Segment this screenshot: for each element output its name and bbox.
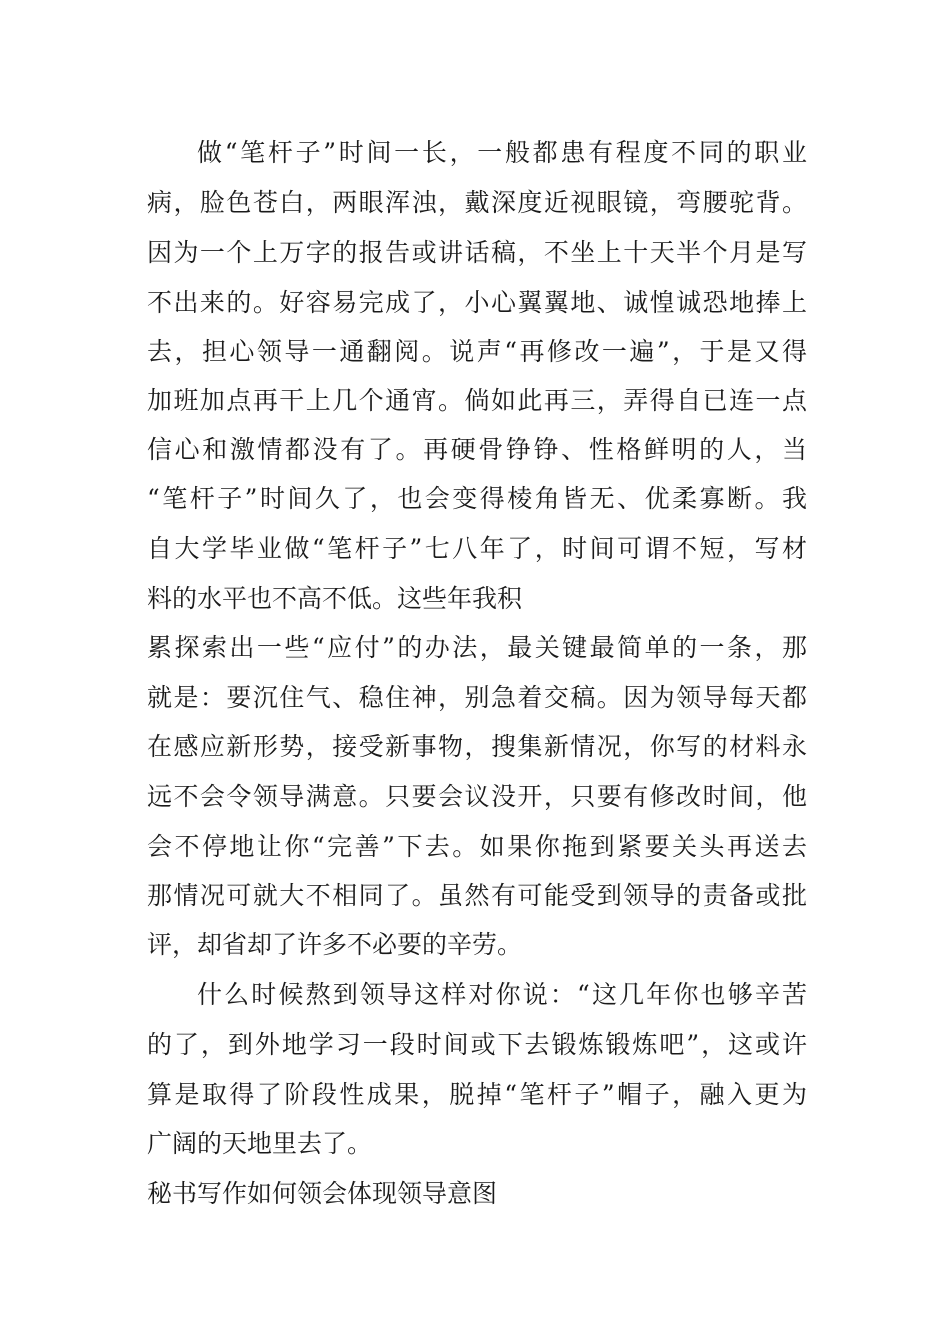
text-line: 累探索出一些“应付”的办法，最关键最简单的一条，那 <box>147 633 807 662</box>
text-line: “笔杆子”时间久了，也会变得棱角皆无、优柔寡断。我 <box>147 484 807 513</box>
text-line: 的了，到外地学习一段时间或下去锻炼锻炼吧”，这或许 <box>147 1030 807 1059</box>
text-line: 加班加点再干上几个通宵。倘如此再三，弄得自已连一点 <box>147 386 807 415</box>
text-line: 就是：要沉住气、稳住神，别急着交稿。因为领导每天都 <box>147 683 807 712</box>
text-line: 算是取得了阶段性成果，脱掉“笔杆子”帽子，融入更为 <box>147 1080 807 1109</box>
text-line: 什么时候熬到领导这样对你说：“这几年你也够辛苦 <box>197 980 807 1009</box>
text-line: 会不停地让你“完善”下去。如果你拖到紧要关头再送去 <box>147 832 807 861</box>
text-line: 远不会令领导满意。只要会议没开，只要有修改时间，他 <box>147 782 807 811</box>
text-line: 病，脸色苍白，两眼浑浊，戴深度近视眼镜，弯腰驼背。 <box>147 188 807 217</box>
text-line: 因为一个上万字的报告或讲话稿，不坐上十天半个月是写 <box>147 238 807 267</box>
text-line: 做“笔杆子”时间一长，一般都患有程度不同的职业 <box>197 138 807 167</box>
text-line: 广阔的天地里去了。 <box>147 1129 373 1158</box>
text-line: 那情况可就大不相同了。虽然有可能受到领导的责备或批 <box>147 881 807 910</box>
text-line: 信心和激情都没有了。再硬骨铮铮、性格鲜明的人，当 <box>147 435 807 464</box>
text-line: 不出来的。好容易完成了，小心翼翼地、诚惶诚恐地捧上 <box>147 288 807 317</box>
text-line: 在感应新形势，接受新事物，搜集新情况，你写的材料永 <box>147 732 807 761</box>
text-line: 自大学毕业做“笔杆子”七八年了，时间可谓不短，写材 <box>147 534 807 563</box>
text-line: 去，担心领导一通翻阅。说声“再修改一遍”，于是又得 <box>147 337 807 366</box>
section-heading: 秘书写作如何领会体现领导意图 <box>147 1179 498 1208</box>
text-line: 料的水平也不高不低。这些年我积 <box>147 584 523 613</box>
text-line: 评，却省却了许多不必要的辛劳。 <box>147 930 523 959</box>
